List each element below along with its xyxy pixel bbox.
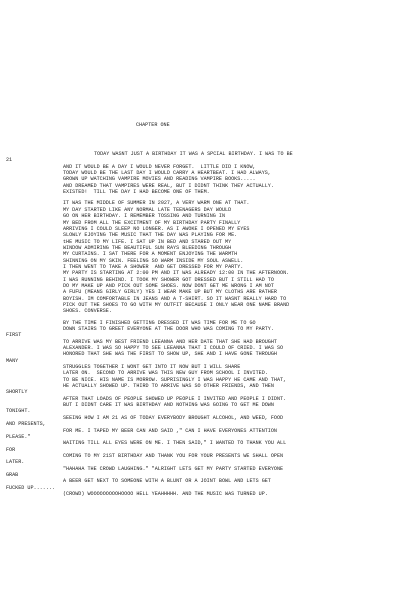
text-line: MY BED FROM ALL THE EXCITMENT OF MY BIRTHDAY PARTY FINALLY xyxy=(63,219,241,226)
body-text xyxy=(0,151,420,497)
text-line: (CROWD) WOOOOOOOOOHOOOO HELL YEAHHHHH. AND THE MUSIC WAS TURNED UP. xyxy=(63,490,268,497)
text-line: GRAB xyxy=(6,471,19,478)
text-line: GROWN UP WATCHING VAMPIRE MOVIES AND READING VAMPIRE BOOKS..... xyxy=(63,176,256,183)
text-line: TO ARRIVE WAS MY BEST FRIEND LEEANNA AND HER DATE THAT SHE HAD BROUGHT xyxy=(63,338,277,345)
text-line: PLEASE." xyxy=(6,433,31,440)
text-line: PICK OUT THE SHOES TO GO WITH MY OUTFIT BECAUSE I ONLY WEAR ONE NAME BRAND xyxy=(63,301,290,308)
text-line: 21 xyxy=(6,157,13,164)
text-line: SLOWLY EJOYING THE MUSIC THAT THE DAY WAS PLAYING FOR ME. xyxy=(63,232,238,239)
text-line: ALEXANDER. I WAS SO HAPPY TO SEE LEEANNA THAT I COULD OF CRIED. I WAS SO xyxy=(63,345,284,352)
paragraph xyxy=(0,200,420,314)
text-line: LATER ON. SECOND TO ARRIVE WAS THIS NEW GUY FROM SCHOOL I INVITED. xyxy=(63,370,268,377)
text-line: COMING TO MY 21ST BIRTHDAY AND THANK YOU FOR YOUR PRESENTS WE SHALL OPEN xyxy=(63,452,284,459)
text-line: HE ACTUALLY SHOWED UP. THIRD TO ARRIVE WAS SO OTHER FRIENDS, AND THEN xyxy=(63,383,274,390)
text-line: MY DAY STARTED LIKE ANY NORMAL LATE TEENAGERS DAY WOULD xyxy=(63,206,232,213)
text-line: SHINNING ON MY SKIN. FEELING SO WARM INSIDE MY SOUL ASWELL. xyxy=(63,257,244,264)
text-line: "HAHAHA THE CROWD LAUGHING." "ALRIGHT LETS GET MY PARTY STARTED EVERYONE xyxy=(63,465,284,472)
text-line: SHOES. CONVERSE. xyxy=(63,308,112,315)
text-line: DO MY MAKE UP AND PICK OUT SOME SHOES. NOW DONT GET ME WRONG I AM NOT xyxy=(63,282,274,289)
text-line: STRUGGLES TOGETHER I WONT GET INTO IT NOW BUT I WILL SHARE xyxy=(63,364,241,371)
text-line: tHE MUSIC TO MY LIFE. I SAT UP IN BED AND STARED OUT MY xyxy=(63,238,232,245)
chapter-title: CHAPTER ONE xyxy=(136,122,170,129)
text-line: AND PRESENTS, xyxy=(6,421,46,428)
text-line: TO BE NICE. HIS NAME IS MORROW. SUPRISINGLY I WAS HAPPY HE CAME AND THAT, xyxy=(63,376,287,383)
text-line: DOWN STAIRS TO GREET EVERYONE AT THE DOOR WHO WAS COMING TO MY PARTY. xyxy=(63,326,274,332)
text-line: BUT I DIDNT CARE IT WAS BIRTHDAY AND NOTHING WAS GOING TO GET ME DOWN xyxy=(63,402,274,409)
text-line: GO ON HER BIRTHDAY. I REMEMBER TOSSING AND TURNING IN xyxy=(63,213,226,220)
text-line: AFTER THAT LOADS OF PEOPLE SHOWED UP PEOPLE I INVITED AND PEOPLE I DIDNT. xyxy=(63,395,287,402)
text-line: MY PARTY IS STARTING AT 2:00 PM AND IT WAS ALREADY 12:00 IN THE AFTERNOON. xyxy=(63,270,290,277)
text-line: WINDOW ADMIRING THE BEAUTIFUL SUN RAYS BLEEDING THROUGH xyxy=(63,244,232,251)
text-line: BY THE TIME I FINISHED GETTING DRESSED IT WAS TIME FOR ME TO GO xyxy=(63,319,256,326)
text-line: FIRST xyxy=(6,332,22,339)
text-line: LATER. xyxy=(6,459,25,466)
text-line: MANY xyxy=(6,357,19,364)
text-line: IT WAS THE MIDDLE OF SUMMER IN 2027, A VERY WARM ONE AT THAT. xyxy=(63,200,250,207)
text-line: TODAY WASNT JUST A BIRTHDAY IT WAS A SPCIAL BIRTHDAY. I WAS TO BE xyxy=(94,151,293,158)
text-line: AND IT WOULD BE A DAY I WOULD NEVER FORGET. LITTLE DID I KNOW, xyxy=(63,163,256,170)
text-line: TODAY WOULD BE THE LAST DAY I WOULD CARRY A HEARTBEAT. I HAD ALWAYS, xyxy=(63,170,271,177)
text-line: FUCKED UP....... xyxy=(6,484,55,491)
text-line: ARRIVING I COULD SLEEP NO LONGER. AS I AWOKE I OPENED MY EYES xyxy=(63,225,250,232)
text-line: A FUFU (MEANS GIRLY GIRLY) YES I WEAR MAKE UP BUT MY CLOTHS ARE RATHER xyxy=(63,289,277,296)
text-line: BOYISH. IM COMFORTABLE IN JEANS AND A T-SHIRT. SO IT WASNT REALLY HARD TO xyxy=(63,295,287,302)
text-line: SEEING HOW I AM 21 AS OF TODAY EVERYBODY BROUGHT ALCOHOL, AND WEED, FOOD xyxy=(63,414,284,421)
text-line: FOR xyxy=(6,446,16,453)
text-line: FOR ME. I TAPED MY BEER CAN AND SAID ," CAN I HAVE EVERYONES ATTENTION xyxy=(63,427,277,434)
text-line: EXISTED! TILL THE DAY I HAD BECOME ONE OF THEM. xyxy=(63,189,210,196)
text-line: HONORED THAT SHE WAS THE FIRST TO SHOW UP, SHE AND I HAVE GONE THROUGH xyxy=(63,351,277,358)
text-line: AND DREAMED THAT VAMPIRES WERE REAL, BUT I DIDNT THINK THEY ACTUALLY. xyxy=(63,182,274,189)
top-margin xyxy=(0,13,420,110)
text-line: I THEN WENT TO TAKE A SHOWER AND GET DRESSED FOR MY PARTY. xyxy=(63,263,244,270)
paragraph xyxy=(0,320,420,498)
text-line: A BEER GET NEXT TO SOMEONE WITH A BLUNT OR A JOINT BOWL AND LETS GET xyxy=(63,478,271,485)
text-line: SHORTLY xyxy=(6,389,28,396)
text-line: MY CURTAINS. I SAT THERE FOR A MOMENT ENJOYING THE WARMTH xyxy=(63,251,238,258)
text-line: TONIGHT. xyxy=(6,408,31,415)
text-line: I WAS RUNNING BEHIND. I TOOK MY SHOWER GOT DRESSED BUT I STILL HAD TO xyxy=(63,276,274,283)
paragraph xyxy=(0,151,420,195)
text-line: WAITING TILL ALL EYES WERE ON ME. I THEN SAID," I WANTED TO THANK YOU ALL xyxy=(63,440,287,447)
